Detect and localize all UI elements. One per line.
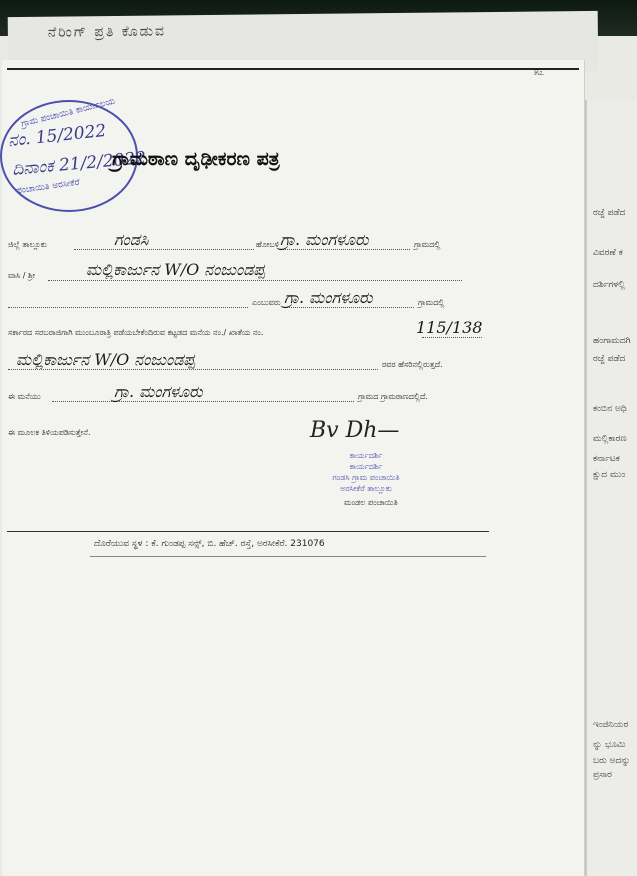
field-label: ಗ್ರಾಮದಲ್ಲಿ xyxy=(418,298,445,307)
adjacent-text: ಕಂಬಿನ ಅಧಿ xyxy=(593,404,627,414)
field-row-location xyxy=(2,382,584,406)
adjacent-text: ಪ್ರಸಾರ xyxy=(593,770,612,780)
top-border-line xyxy=(7,68,579,70)
signature: Bv Dh— xyxy=(310,418,400,443)
field-row-resident xyxy=(2,288,584,312)
footer-rule xyxy=(90,556,486,557)
field-label: ರವರ ಹೆಸರಿನಲ್ಲಿರುತ್ತದೆ. xyxy=(382,360,443,369)
field-label: ಜಿಲ್ಲೆ ತಾಲ್ಲೂಕು xyxy=(8,240,47,249)
stamp-line: ಕಾರ್ಯದರ್ಶಿ xyxy=(349,451,383,460)
field-label: ಹೋಬಳಿ xyxy=(256,240,280,249)
seal-bottom-text: ಪಂಚಾಯಿತಿ ಅರಸೀಕೆರೆ xyxy=(15,177,81,197)
stamp-line: ಕಾರ್ಯದರ್ಶಿ xyxy=(349,462,383,471)
stamp-line: ಗಂಡಸಿ ಗ್ರಾಮ ಪಂಚಾಯಿತಿ xyxy=(332,473,400,482)
printer-footer: ದೊರೆಯುವ ಸ್ಥಳ : ಕೆ. ಗುಂಡಪ್ಪ ಸನ್ಸ್, ಬಿ. ಹೆಚ್. ರಸ್ತೆ, ಅರಸೀಕೆರೆ. 231076 xyxy=(94,539,325,549)
fill-line xyxy=(8,307,248,308)
declaration-text: ಈ ಮೂಲಕ ತಿಳಿಯಪಡಿಸುತ್ತೇನೆ. xyxy=(8,428,91,437)
stamp-line: ಅರಸೀಕೆರೆ ತಾಲ್ಲೂಕು xyxy=(340,484,392,493)
fill-line xyxy=(422,337,482,338)
document-title: ಗ್ರಾಮಠಾಣ ದೃಢೀಕರಣ ಪತ್ರ xyxy=(112,148,280,170)
field-label: ಈ ಮನೆಯು xyxy=(8,392,41,401)
fill-line xyxy=(48,280,462,281)
adjacent-text: ರಜ್ಜೆ ಪಡೆದ xyxy=(593,354,626,364)
secretary-stamp xyxy=(296,450,436,500)
handwritten-village: ಗ್ರಾ. ಮಂಗಳೂರು xyxy=(114,382,203,401)
seal-top-text: ಗ್ರಾಮ ಪಂಚಾಯಿತಿ ಕಾರ್ಯಾಲಯ xyxy=(20,96,117,130)
handwritten-taluk: ಗಂಡಸಿ xyxy=(114,230,149,249)
page-number: ೫೭ xyxy=(534,68,545,78)
field-label: ಗ್ರಾಮದಲ್ಲಿ xyxy=(414,240,441,249)
handwritten-owner-name: ಮಲ್ಲಿಕಾರ್ಜುನ W/O ನಂಜುಂಡಪ್ಪ xyxy=(16,350,195,369)
field-row-taluk xyxy=(2,230,584,254)
adjacent-text: ಕರ್ನಾಟಕ xyxy=(593,454,620,464)
handwritten-village: ಗ್ರಾ. ಮಂಗಳೂರು xyxy=(280,230,369,249)
field-row-name xyxy=(2,260,584,284)
adjacent-text: ಹಂಗಾಮದಗಿ xyxy=(593,336,631,346)
fill-line xyxy=(74,249,254,250)
field-label: ಎಂಬುವರು xyxy=(252,298,281,307)
adjacent-text: ಬರು ಅದನ್ನು xyxy=(593,756,631,766)
field-row-owner xyxy=(2,350,584,374)
adjacent-text: ಮಲ್ಲಿಕಾರಣ xyxy=(593,434,627,444)
adjacent-text: ದರ್ಶಿಗಳಲ್ಲಿ xyxy=(593,280,625,290)
adjacent-text: ಇಂಜಿನಿಯರ xyxy=(593,720,629,730)
fill-line xyxy=(52,401,354,402)
field-row-house-no xyxy=(2,318,584,342)
adjacent-text: ನ್ನು ಭೂಮಿ xyxy=(593,740,626,750)
adjacent-text: ರಜ್ಜೆ ಪಡೆದ xyxy=(593,208,626,218)
field-row-declaration xyxy=(2,420,584,444)
handwritten-house-number: 115/138 xyxy=(416,318,483,337)
field-label: ಗ್ರಾಮದ ಗ್ರಾಮಠಾಣದಲ್ಲಿದೆ. xyxy=(358,392,428,401)
bottom-border-line xyxy=(7,531,489,532)
adjacent-text: ಕ್ಷುದ ಮುಂ xyxy=(593,470,626,480)
handwritten-owner-name: ಮಲ್ಲಿಕಾರ್ಜುನ W/O ನಂಜುಂಡಪ್ಪ xyxy=(86,260,265,279)
adjacent-page xyxy=(585,100,637,876)
adjacent-text: ವಿವರಣೆ ಕ xyxy=(593,248,623,258)
reference-number: ನಂ. 15/2022 xyxy=(7,120,108,152)
underlying-sheet-header: ನೆರಿಂಗ್ ಪ್ರತಿ ಕೊಡುವ xyxy=(47,23,167,41)
issue-date: ದಿನಾಂಕ 21/2/2022 xyxy=(11,148,147,180)
office-name: ಮಂಡಲ ಪಂಚಾಯಿತಿ xyxy=(344,498,398,507)
field-label: ವಾಸಿ / ಶ್ರೀ xyxy=(8,271,36,280)
certificate-page xyxy=(2,60,584,876)
handwritten-village: ಗ್ರಾ. ಮಂಗಳೂರು xyxy=(284,288,373,307)
field-label: ಸರ್ಕಾರದ ಸರಬರಾಜಿಗಾಗಿ ಮುಂಬೂರಾತ್ರಿ ಪಡೆಯಬೇಕೆಂದಿರುವ ಕಟ್ಟಡದ ಮನೆಯ ನಂ./ ಖಾತೆಯ ನಂ. xyxy=(8,328,264,337)
